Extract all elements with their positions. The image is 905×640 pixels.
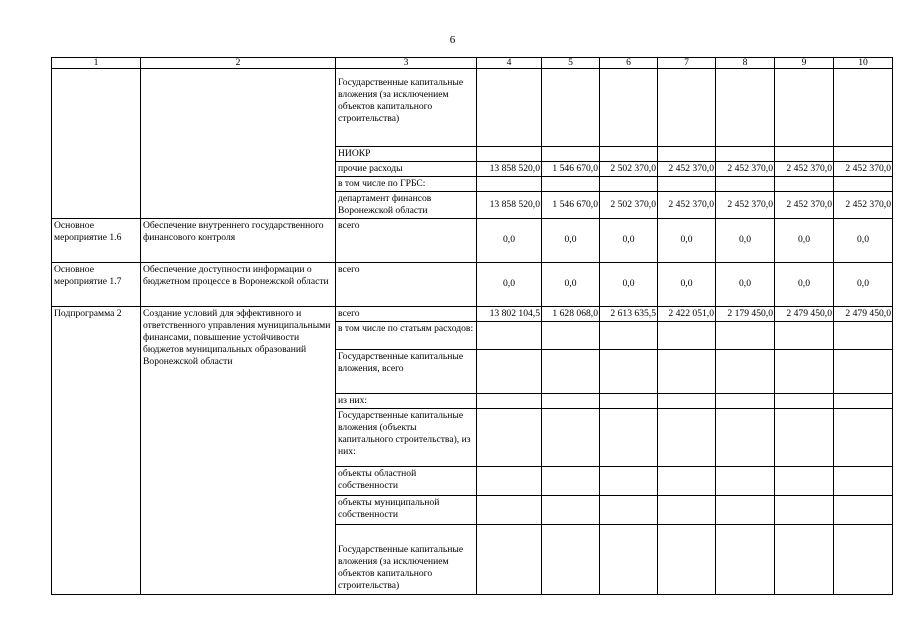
value-cell: 13 858 520,0 <box>477 161 542 176</box>
column-header: 4 <box>477 58 542 69</box>
value-cell: 2 479 450,0 <box>775 306 834 321</box>
column-header: 2 <box>141 58 336 69</box>
row-label: Государственные капитальные вложения, всего <box>336 349 477 393</box>
value-cell: 2 452 370,0 <box>716 161 775 176</box>
row-label: всего <box>336 262 477 306</box>
value-cell: 2 452 370,0 <box>658 161 716 176</box>
page-number: 6 <box>449 34 456 46</box>
column-header: 10 <box>834 58 893 69</box>
row-label: всего <box>336 218 477 262</box>
value-cell: 0,0 <box>834 262 893 306</box>
row-label: Государственные капитальные вложения (за исключением объектов капитального строительства) <box>336 524 477 594</box>
column-header: 5 <box>542 58 600 69</box>
value-cell: 2 452 370,0 <box>658 191 716 218</box>
value-cell: 13 802 104,5 <box>477 306 542 321</box>
value-cell: 2 613 635,5 <box>600 306 658 321</box>
value-cell: 0,0 <box>477 218 542 262</box>
measure-title: Обеспечение доступности информации о бюджетном процессе в Воронежской области <box>141 262 336 306</box>
row-label: прочие расходы <box>336 161 477 176</box>
value-cell: 2 452 370,0 <box>716 191 775 218</box>
value-cell: 2 422 051,0 <box>658 306 716 321</box>
subprogram-title: Создание условий для эффективного и ответственного управления муниципальными финансами, повышение устойчивости бюджетов муниципальных образований Воронежской области <box>141 306 336 594</box>
value-cell: 0,0 <box>775 262 834 306</box>
value-cell: 0,0 <box>716 262 775 306</box>
column-header: 1 <box>52 58 141 69</box>
column-header: 3 <box>336 58 477 69</box>
row-label: НИОКР <box>336 147 477 162</box>
value-cell: 2 502 370,0 <box>600 161 658 176</box>
column-header: 6 <box>600 58 658 69</box>
value-cell: 0,0 <box>477 262 542 306</box>
cell-empty <box>52 69 141 219</box>
row-label: в том числе по ГРБС: <box>336 176 477 191</box>
value-cell: 2 479 450,0 <box>834 306 893 321</box>
value-cell: 0,0 <box>658 218 716 262</box>
column-header: 9 <box>775 58 834 69</box>
value-cell: 1 628 068,0 <box>542 306 600 321</box>
value-cell: 0,0 <box>542 218 600 262</box>
value-cell: 2 452 370,0 <box>834 161 893 176</box>
column-header: 7 <box>658 58 716 69</box>
value-cell: 2 452 370,0 <box>775 191 834 218</box>
row-label: департамент финансов Воронежской области <box>336 191 477 218</box>
budget-table <box>51 57 893 595</box>
table-row <box>52 306 893 321</box>
value-cell: 0,0 <box>716 218 775 262</box>
value-cell: 1 546 670,0 <box>542 161 600 176</box>
table-row <box>52 69 893 147</box>
row-label: в том числе по статьям расходов: <box>336 321 477 349</box>
cell-empty <box>141 69 336 219</box>
row-label: всего <box>336 306 477 321</box>
value-cell: 0,0 <box>542 262 600 306</box>
subprogram-code: Подпрограмма 2 <box>52 306 141 594</box>
table-row <box>52 218 893 262</box>
value-cell: 0,0 <box>658 262 716 306</box>
row-label: Государственные капитальные вложения (за исключением объектов капитального строительства) <box>336 69 477 147</box>
value-cell: 2 452 370,0 <box>834 191 893 218</box>
value-cell: 0,0 <box>775 218 834 262</box>
row-label: из них: <box>336 393 477 408</box>
value-cell: 13 858 520,0 <box>477 191 542 218</box>
value-cell: 0,0 <box>600 218 658 262</box>
row-label: Государственные капитальные вложения (объекты капитального строительства), из них: <box>336 408 477 466</box>
value-cell: 0,0 <box>600 262 658 306</box>
value-cell: 2 179 450,0 <box>716 306 775 321</box>
measure-code: Основное мероприятие 1.6 <box>52 218 141 262</box>
measure-title: Обеспечение внутреннего государственного финансового контроля <box>141 218 336 262</box>
table-row <box>52 262 893 306</box>
value-cell: 1 546 670,0 <box>542 191 600 218</box>
measure-code: Основное мероприятие 1.7 <box>52 262 141 306</box>
value-cell: 2 502 370,0 <box>600 191 658 218</box>
value-cell: 0,0 <box>834 218 893 262</box>
column-header: 8 <box>716 58 775 69</box>
value-cell: 2 452 370,0 <box>775 161 834 176</box>
row-label: объекты областной собственности <box>336 466 477 495</box>
row-label: объекты муниципальной собственности <box>336 495 477 524</box>
header-row <box>52 58 893 69</box>
